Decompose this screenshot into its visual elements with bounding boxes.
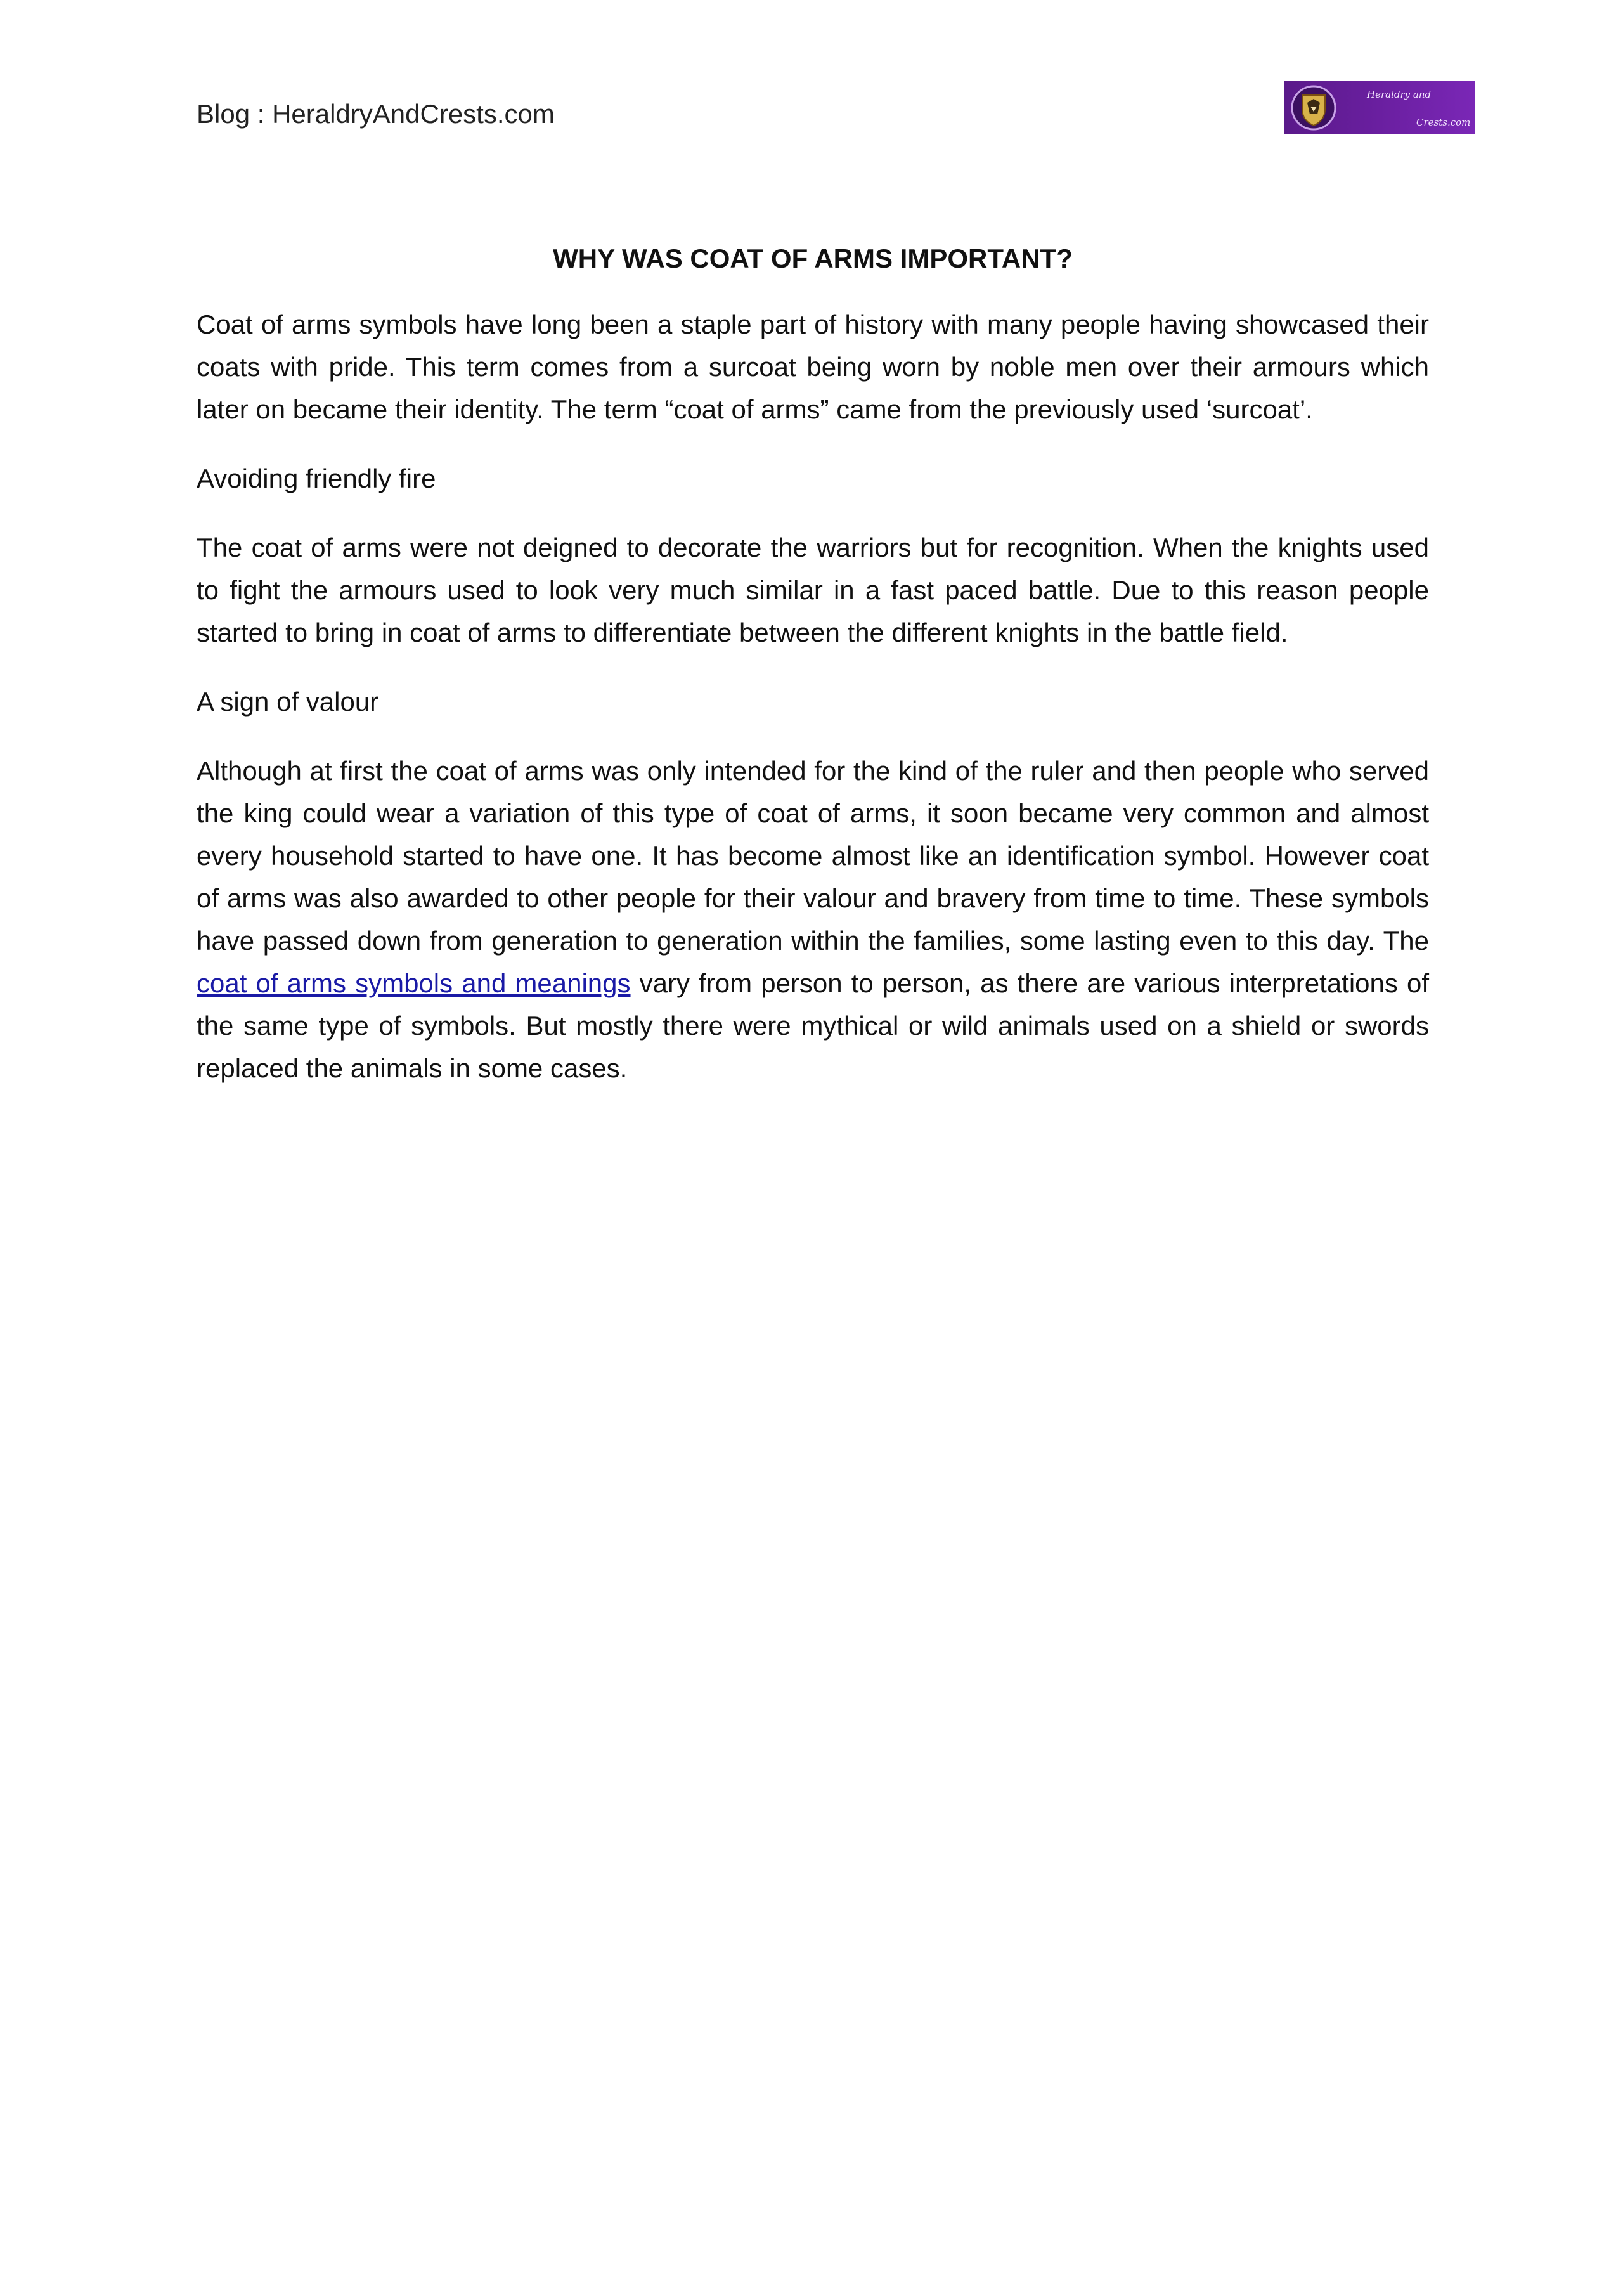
section-heading-valour: A sign of valour — [197, 687, 379, 717]
friendly-fire-paragraph: The coat of arms were not deigned to decorate the warriors but for recognition. When the knights used to fight the armours used to look very much similar in a fast paced battle. Due to this reason people started to bring in coat of arms to differentiate between the different knights in the battle field. — [197, 533, 1429, 647]
article-title: WHY WAS COAT OF ARMS IMPORTANT? — [553, 243, 1073, 273]
intro-paragraph: Coat of arms symbols have long been a staple part of history with many people having showcased their coats with pride. This term comes from a surcoat being worn by noble men over their armours which later on became their identity. The term “coat of arms” came from the previously used ‘surcoat’. — [197, 309, 1429, 424]
coat-of-arms-symbols-link[interactable]: coat of arms symbols and meanings — [197, 968, 631, 998]
blog-header: Blog : HeraldryAndCrests.com — [197, 99, 555, 129]
logo-text-line1: Heraldry and — [1367, 89, 1432, 100]
site-logo[interactable] — [1284, 81, 1475, 134]
valour-text-before-link: Although at first the coat of arms was only intended for the kind of the ruler and then people who served the king could wear a variation of this type of coat of arms, it soon became very common and almost every household started to have one. It has become almost like an identification symbol. However coat of arms was also awarded to other people for their valour and bravery from time to time. These symbols have passed down from generation to generation within the families, some lasting even to this day. The — [197, 756, 1429, 956]
valour-text-after-link: vary from person to person, as there are various interpretations of the same type of symbols. But mostly there were mythical or wild animals used on a shield or swords replaced the animals in some cases. — [197, 968, 1429, 1083]
article-body — [197, 240, 1429, 1116]
logo-text-line2: Crests.com — [1416, 117, 1471, 128]
valour-paragraph — [197, 749, 1429, 1089]
crest-icon — [1290, 84, 1338, 132]
section-heading-friendly-fire: Avoiding friendly fire — [197, 464, 436, 493]
